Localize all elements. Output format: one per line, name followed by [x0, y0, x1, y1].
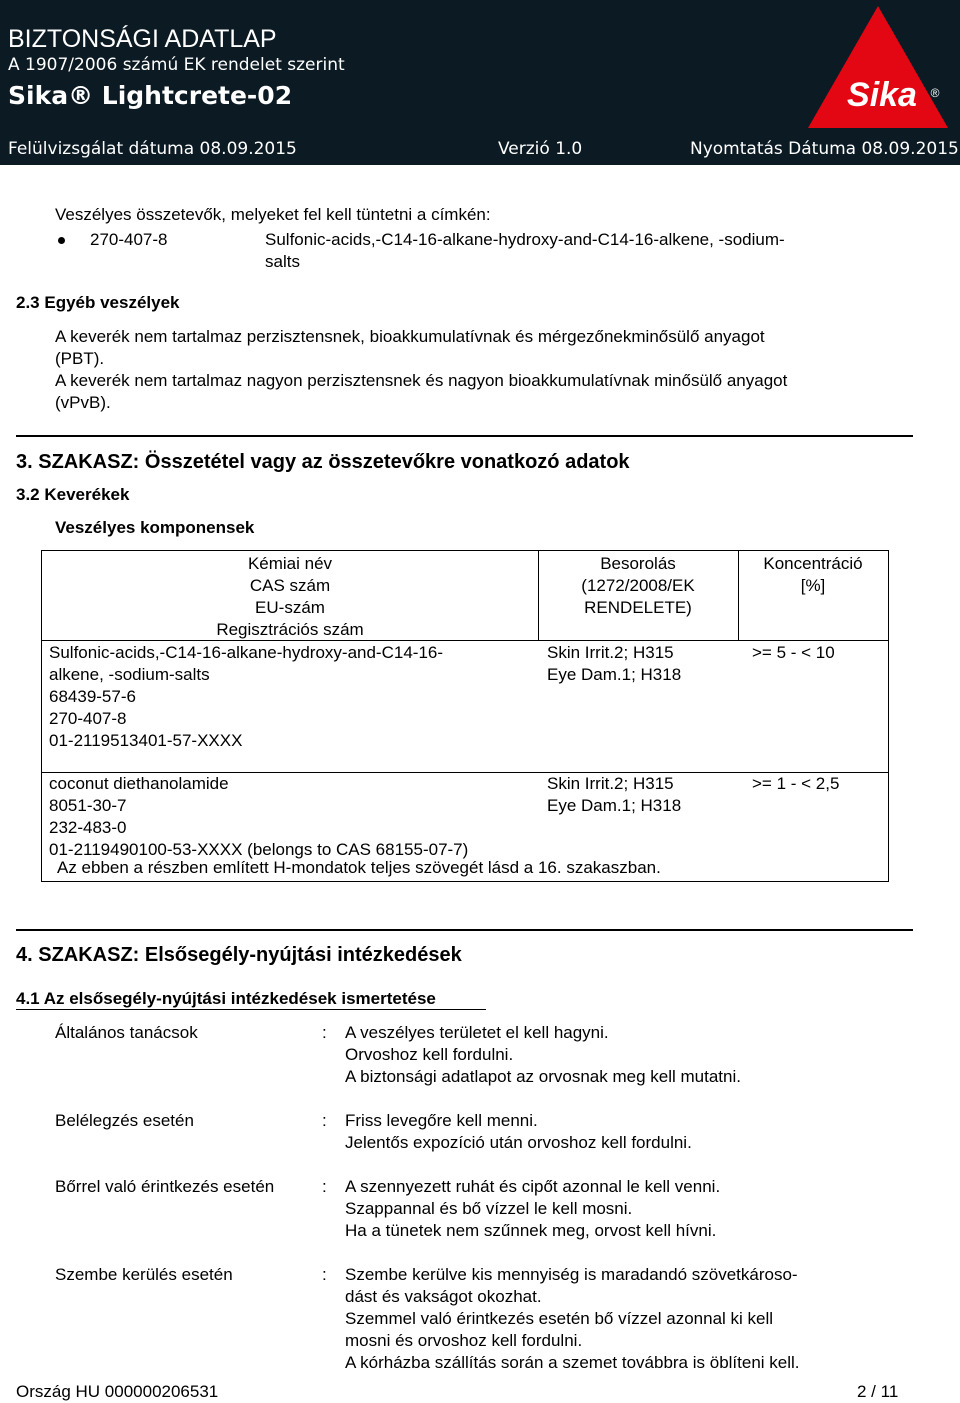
first-aid-inhalation-label: Belélegzés esetén — [55, 1111, 194, 1130]
pbt-line-2: (PBT). — [55, 349, 105, 368]
colon: : — [322, 1023, 327, 1042]
table-row-1-classification: Skin Irrit.2; H315 Eye Dam.1; H318 — [547, 643, 682, 684]
document-title: BIZTONSÁGI ADATLAP — [8, 25, 277, 53]
vpvb-line-2: (vPvB). — [55, 393, 111, 412]
page-number: 2 / 11 — [857, 1382, 899, 1401]
column-header-concentration: Koncentráció [%] — [763, 554, 863, 595]
section-3-2-heading: 3.2 Keverékek — [16, 485, 130, 504]
bullet-icon — [58, 237, 65, 244]
label-item-name-cont: salts — [265, 252, 300, 271]
first-aid-skin-text: A szennyezett ruhát és cipőt azonnal le kell venni. Szappannal és bő vízzel le kell mosni. Ha a tünetek nem szűnnek meg, orvost kell hívni. — [345, 1177, 721, 1240]
h-statement-note: Az ebben a részben említett H-mondatok teljes szövegét lásd a 16. szakaszban. — [57, 858, 661, 877]
sika-logo — [804, 2, 952, 130]
table-title: Veszélyes komponensek — [55, 518, 255, 537]
table-row-2-name: coconut diethanolamide 8051-30-7 232-483-0 01-2119490100-53-XXXX (belongs to CAS 68155-07-7) — [49, 774, 469, 859]
regulation-line: A 1907/2006 számú EK rendelet szerint — [8, 55, 345, 75]
section-divider — [16, 435, 913, 437]
first-aid-eye-text: Szembe kerülve kis mennyiség is maradandó szövetkároso- dást és vakságot okozhat. Szemmel való érintkezés esetén bő vízzel azonnal ki kell mosni és orvoshoz kell fordulni. A kórházba szállítás során a szemet továbbra is öblíteni kell. — [345, 1265, 800, 1372]
logo-text: Sika — [847, 76, 917, 114]
first-aid-skin-label: Bőrrel való érintkezés esetén — [55, 1177, 275, 1196]
colon: : — [322, 1111, 327, 1130]
section-2-3-heading: 2.3 Egyéb veszélyek — [16, 293, 180, 312]
colon: : — [322, 1177, 327, 1196]
table-row-2-concentration: >= 1 - < 2,5 — [752, 774, 840, 793]
components-table — [41, 550, 889, 882]
table-row-1-concentration: >= 5 - < 10 — [752, 643, 835, 662]
vpvb-line-1: A keverék nem tartalmaz nagyon perzisztensnek és nagyon bioakkumulatívnak minősülő anyagot — [55, 371, 788, 390]
print-date: Nyomtatás Dátuma 08.09.2015 — [690, 139, 959, 159]
table-row-1-name: Sulfonic-acids,-C14-16-alkane-hydroxy-and-C14-16- alkene, -sodium-salts 68439-57-6 270-407-8 01-2119513401-57-XXXX — [49, 643, 444, 750]
colon: : — [322, 1265, 327, 1284]
subheading-underline — [16, 1009, 486, 1010]
pbt-line-1: A keverék nem tartalmaz perzisztensnek, bioakkumulatívnak és mérgezőnekminősülő anyagot — [55, 327, 765, 346]
section-divider — [16, 929, 913, 931]
table-row-2-classification: Skin Irrit.2; H315 Eye Dam.1; H318 — [547, 774, 682, 815]
revision-date: Felülvizsgálat dátuma 08.09.2015 — [8, 139, 297, 159]
first-aid-general-label: Általános tanácsok — [55, 1023, 198, 1042]
footer-country: Ország HU 000000206531 — [16, 1382, 219, 1401]
section-4-1-heading: 4.1 Az elsősegély-nyújtási intézkedések ismertetése — [16, 989, 436, 1008]
registered-icon: ® — [930, 86, 940, 100]
section-4-heading: 4. SZAKASZ: Elsősegély-nyújtási intézkedések — [16, 944, 462, 966]
first-aid-eye-label: Szembe kerülés esetén — [55, 1265, 233, 1284]
section-3-heading: 3. SZAKASZ: Összetétel vagy az összetevőkre vonatkozó adatok — [16, 451, 630, 473]
label-intro: Veszélyes összetevők, melyeket fel kell tüntetni a címkén: — [55, 205, 491, 224]
column-header-name: Kémiai név CAS szám EU-szám Regisztrációs szám — [216, 554, 364, 639]
label-item-cas: 270-407-8 — [90, 230, 168, 249]
first-aid-inhalation-text: Friss levegőre kell menni. Jelentős expozíció után orvoshoz kell fordulni. — [345, 1111, 692, 1152]
product-name: Sika® Lightcrete-02 — [8, 81, 293, 110]
column-header-classification: Besorolás (1272/2008/EK RENDELETE) — [581, 554, 695, 617]
version: Verzió 1.0 — [498, 139, 583, 159]
first-aid-general-text: A veszélyes területet el kell hagyni. Orvoshoz kell fordulni. A biztonsági adatlapot az orvosnak meg kell mutatni. — [345, 1023, 741, 1086]
label-item-name: Sulfonic-acids,-C14-16-alkane-hydroxy-and-C14-16-alkene, -sodium- — [265, 230, 785, 249]
